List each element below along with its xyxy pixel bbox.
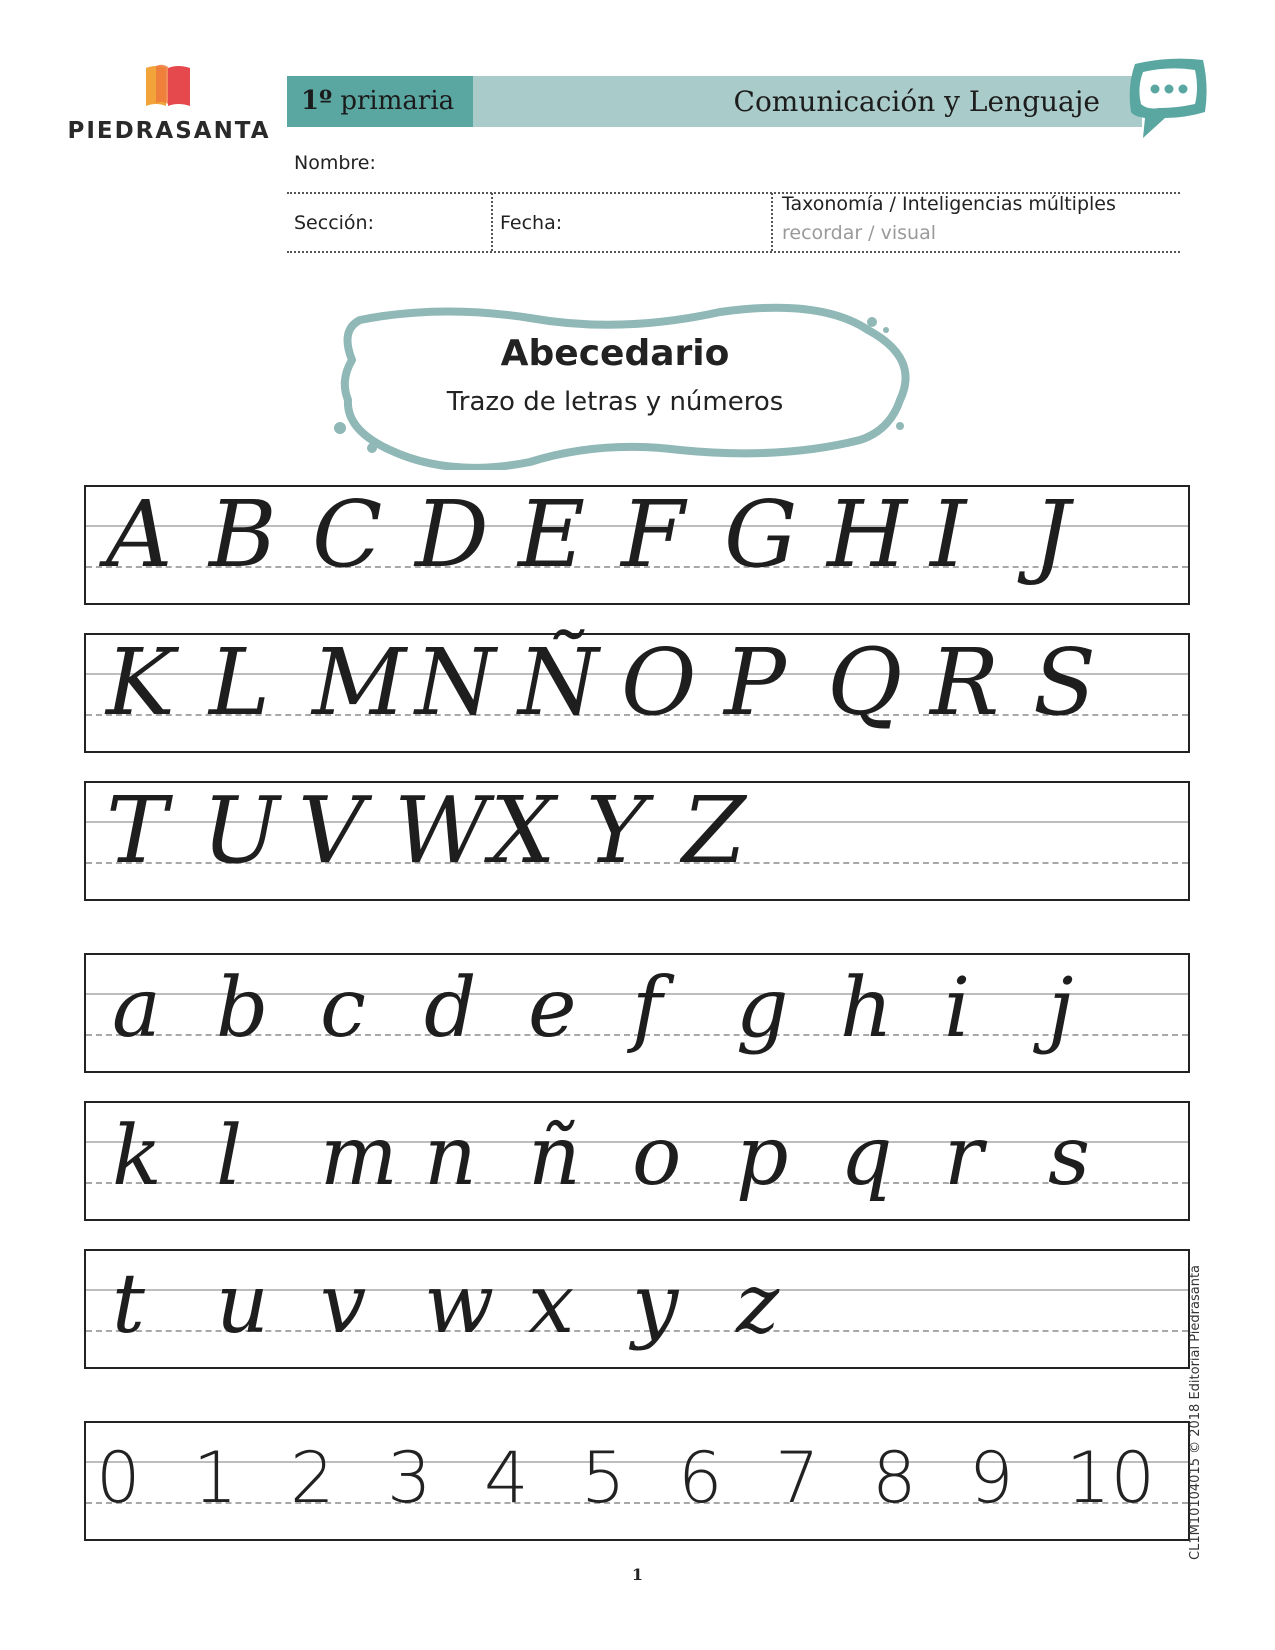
practice-glyph: t xyxy=(112,1257,145,1352)
practice-glyph: f xyxy=(632,961,663,1056)
practice-glyph: n xyxy=(424,1109,477,1204)
practice-glyph: L xyxy=(209,629,271,736)
practice-glyph: 1 xyxy=(193,1437,238,1519)
practice-glyph: P xyxy=(724,629,786,736)
page-number: 1 xyxy=(631,1565,644,1584)
form-divider xyxy=(287,251,1180,253)
glyph-row xyxy=(86,629,1188,751)
practice-glyph: E xyxy=(518,481,586,588)
grade-text: primaria xyxy=(340,86,455,116)
practice-glyph: 2 xyxy=(290,1437,335,1519)
practice-glyph: 0 xyxy=(96,1437,141,1519)
grade-label xyxy=(287,76,473,127)
practice-glyph: ñ xyxy=(528,1109,581,1204)
practice-glyph: r xyxy=(944,1109,984,1204)
practice-glyph: q xyxy=(840,1109,893,1204)
practice-glyph: i xyxy=(944,961,971,1056)
numbers-row xyxy=(84,1421,1190,1541)
practice-glyph: s xyxy=(1048,1109,1091,1204)
practice-glyph: 7 xyxy=(775,1437,820,1519)
chat-bubble-icon xyxy=(1125,56,1211,146)
practice-glyph: k xyxy=(112,1109,162,1204)
practice-glyph: 5 xyxy=(581,1437,626,1519)
practice-glyph: x xyxy=(528,1257,575,1352)
lowercase-row-2 xyxy=(84,1101,1190,1221)
glyph-row xyxy=(86,777,1188,899)
uppercase-row-3 xyxy=(84,777,1190,901)
practice-glyph: j xyxy=(1048,961,1074,1056)
grade-number: 1º xyxy=(301,86,333,116)
practice-glyph: Ñ xyxy=(518,629,599,736)
brand-logo xyxy=(64,62,274,152)
practice-glyph: b xyxy=(216,961,269,1056)
practice-glyph: B xyxy=(209,481,277,588)
practice-glyph: V xyxy=(298,777,365,884)
practice-glyph: J xyxy=(1033,481,1070,588)
glyph-row xyxy=(86,955,1188,1071)
practice-glyph: 10 xyxy=(1066,1437,1156,1519)
practice-glyph: X xyxy=(490,777,556,884)
practice-glyph: A xyxy=(106,481,173,588)
practice-glyph: S xyxy=(1033,629,1097,736)
name-label: Nombre: xyxy=(294,152,376,174)
practice-glyph: v xyxy=(320,1257,367,1352)
practice-glyph: T xyxy=(106,777,168,884)
uppercase-row-1 xyxy=(84,481,1190,605)
page-subtitle: Trazo de letras y números xyxy=(446,387,784,417)
practice-glyph: h xyxy=(840,961,893,1056)
date-label: Fecha: xyxy=(500,212,563,234)
practice-glyph: R xyxy=(930,629,1000,736)
practice-glyph: 4 xyxy=(484,1437,529,1519)
practice-glyph: G xyxy=(724,481,798,588)
practice-glyph: C xyxy=(312,481,383,588)
practice-glyph: d xyxy=(424,961,477,1056)
practice-glyph: 8 xyxy=(872,1437,917,1519)
practice-glyph: F xyxy=(621,481,685,588)
practice-glyph: 9 xyxy=(969,1437,1014,1519)
practice-glyph: U xyxy=(202,777,280,884)
glyph-row xyxy=(86,1251,1188,1367)
practice-glyph: H xyxy=(827,481,908,588)
practice-glyph: l xyxy=(216,1109,243,1204)
practice-glyph: O xyxy=(621,629,697,736)
glyph-row xyxy=(86,1423,1188,1539)
brand-name: PIEDRASANTA xyxy=(67,118,271,144)
practice-glyph: 3 xyxy=(387,1437,432,1519)
title-cloud-frame xyxy=(300,300,930,470)
practice-glyph: c xyxy=(320,961,366,1056)
subject-title: Comunicación y Lenguaje xyxy=(733,85,1100,118)
form-divider xyxy=(771,193,773,251)
form-divider xyxy=(491,193,493,251)
book-logo-icon xyxy=(142,62,194,108)
section-label: Sección: xyxy=(294,212,374,234)
practice-glyph: 6 xyxy=(678,1437,723,1519)
practice-glyph: g xyxy=(736,961,789,1056)
uppercase-row-2 xyxy=(84,629,1190,753)
glyph-row xyxy=(86,1103,1188,1219)
practice-glyph: Q xyxy=(827,629,903,736)
practice-glyph: K xyxy=(106,629,175,736)
practice-glyph: Z xyxy=(682,777,746,884)
practice-glyph: z xyxy=(736,1257,780,1352)
lowercase-row-3 xyxy=(84,1249,1190,1369)
practice-glyph: I xyxy=(930,481,967,588)
lowercase-row-1 xyxy=(84,953,1190,1073)
practice-glyph: D xyxy=(415,481,489,588)
practice-glyph: e xyxy=(528,961,577,1056)
practice-glyph: p xyxy=(736,1109,789,1204)
practice-glyph: y xyxy=(632,1257,679,1352)
page-title: Abecedario xyxy=(500,333,730,374)
practice-glyph: u xyxy=(216,1257,269,1352)
taxonomy-label: Taxonomía / Inteligencias múltiples xyxy=(782,193,1116,215)
glyph-row xyxy=(86,481,1188,603)
practice-glyph: o xyxy=(632,1109,682,1204)
practice-glyph: N xyxy=(415,629,496,736)
practice-glyph: m xyxy=(320,1109,398,1204)
practice-glyph: M xyxy=(312,629,407,736)
copyright-note: CL1M10104015 © 2018 Editorial Piedrasanta xyxy=(1188,1264,1203,1560)
practice-glyph: Y xyxy=(586,777,647,884)
practice-glyph: a xyxy=(112,961,161,1056)
taxonomy-value: recordar / visual xyxy=(782,222,937,244)
practice-glyph: w xyxy=(424,1257,495,1352)
practice-glyph: W xyxy=(394,777,489,884)
